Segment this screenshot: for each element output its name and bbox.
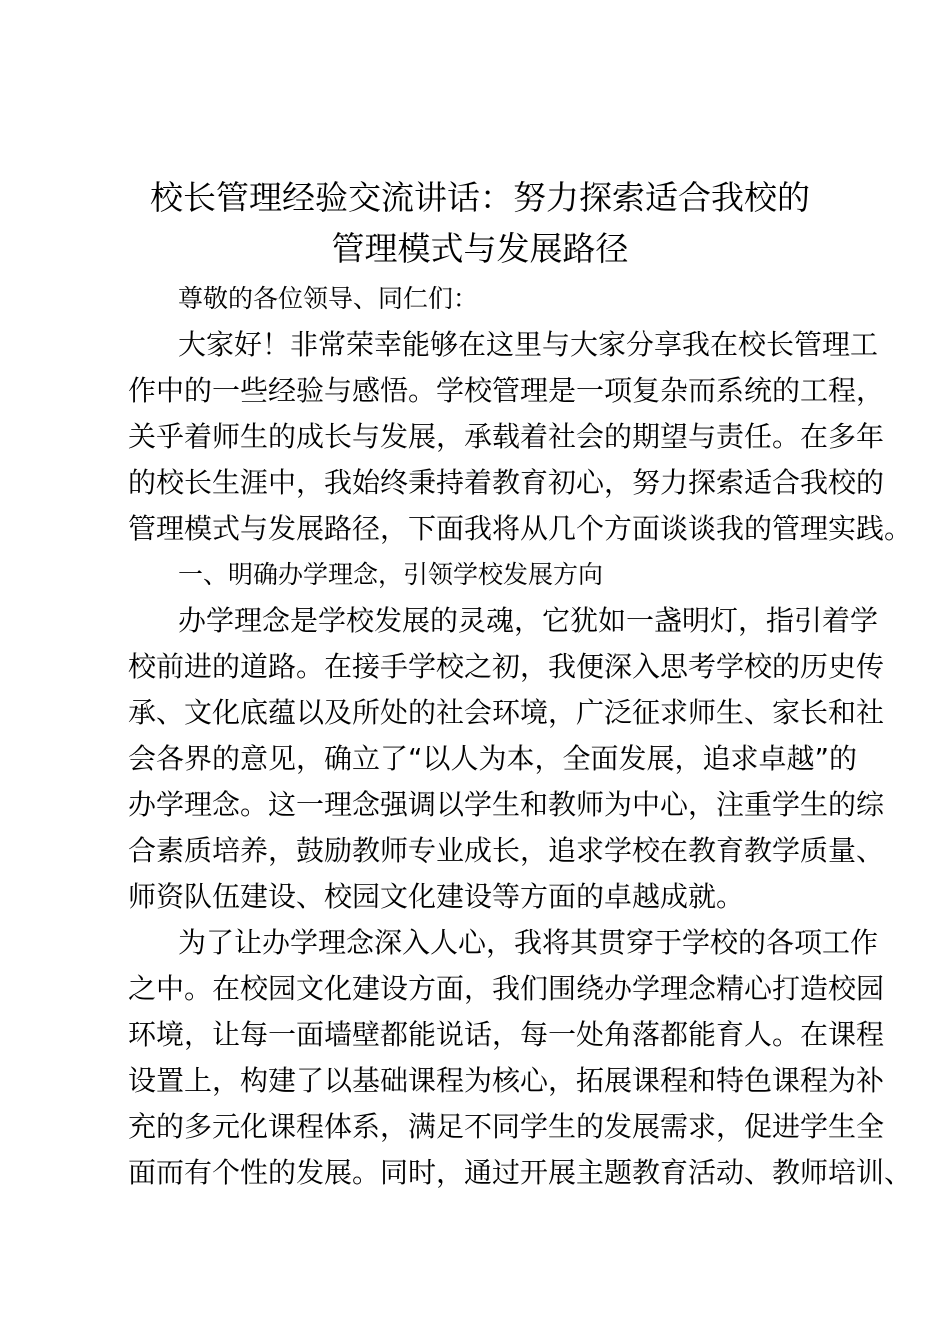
document-title — [120, 172, 840, 274]
paragraph-line: 充的多元化课程体系，满足不同学生的发展需求，促进学生全 — [128, 1110, 885, 1143]
paragraph-line: 合素质培养，鼓励教师专业成长，追求学校在教育教学质量、 — [128, 834, 885, 867]
paragraph-line: 关乎着师生的成长与发展，承载着社会的期望与责任。在多年 — [128, 420, 885, 453]
paragraph-line: 大家好！非常荣幸能够在这里与大家分享我在校长管理工 — [178, 328, 879, 361]
paragraph-line: 设置上，构建了以基础课程为核心，拓展课程和特色课程为补 — [128, 1064, 885, 1097]
paragraph-line: 作中的一些经验与感悟。学校管理是一项复杂而系统的工程， — [128, 374, 885, 407]
paragraph-line: 管理模式与发展路径，下面我将从几个方面谈谈我的管理实践。 — [128, 512, 913, 545]
section-heading: 一、明确办学理念，引领学校发展方向 — [178, 560, 604, 589]
paragraph-line: 之中。在校园文化建设方面，我们围绕办学理念精心打造校园 — [128, 972, 885, 1005]
paragraph-line: 的校长生涯中，我始终秉持着教育初心，努力探索适合我校的 — [128, 466, 885, 499]
paragraph-line: 面而有个性的发展。同时，通过开展主题教育活动、教师培训、 — [128, 1156, 913, 1189]
paragraph-line: 师资队伍建设、校园文化建设等方面的卓越成就。 — [128, 880, 745, 913]
paragraph-line: 为了让办学理念深入人心，我将其贯穿于学校的各项工作 — [178, 926, 879, 959]
paragraph-line: 环境，让每一面墙壁都能说话，每一处角落都能育人。在课程 — [128, 1018, 885, 1051]
document-body — [128, 276, 913, 1196]
paragraph-line: 办学理念。这一理念强调以学生和教师为中心，注重学生的综 — [128, 788, 885, 821]
paragraph-line: 校前进的道路。在接手学校之初，我便深入思考学校的历史传 — [128, 650, 885, 683]
paragraph-line: 承、文化底蕴以及所处的社会环境，广泛征求师生、家长和社 — [128, 696, 885, 729]
salutation: 尊敬的各位领导、同仁们： — [178, 284, 479, 313]
title-line: 校长管理经验交流讲话：努力探索适合我校的 — [150, 178, 810, 217]
paragraph-line: 办学理念是学校发展的灵魂，它犹如一盏明灯，指引着学 — [178, 604, 879, 637]
title-line: 管理模式与发展路径 — [331, 229, 629, 268]
paragraph-line: 会各界的意见，确立了“以人为本，全面发展，追求卓越”的 — [128, 742, 858, 775]
